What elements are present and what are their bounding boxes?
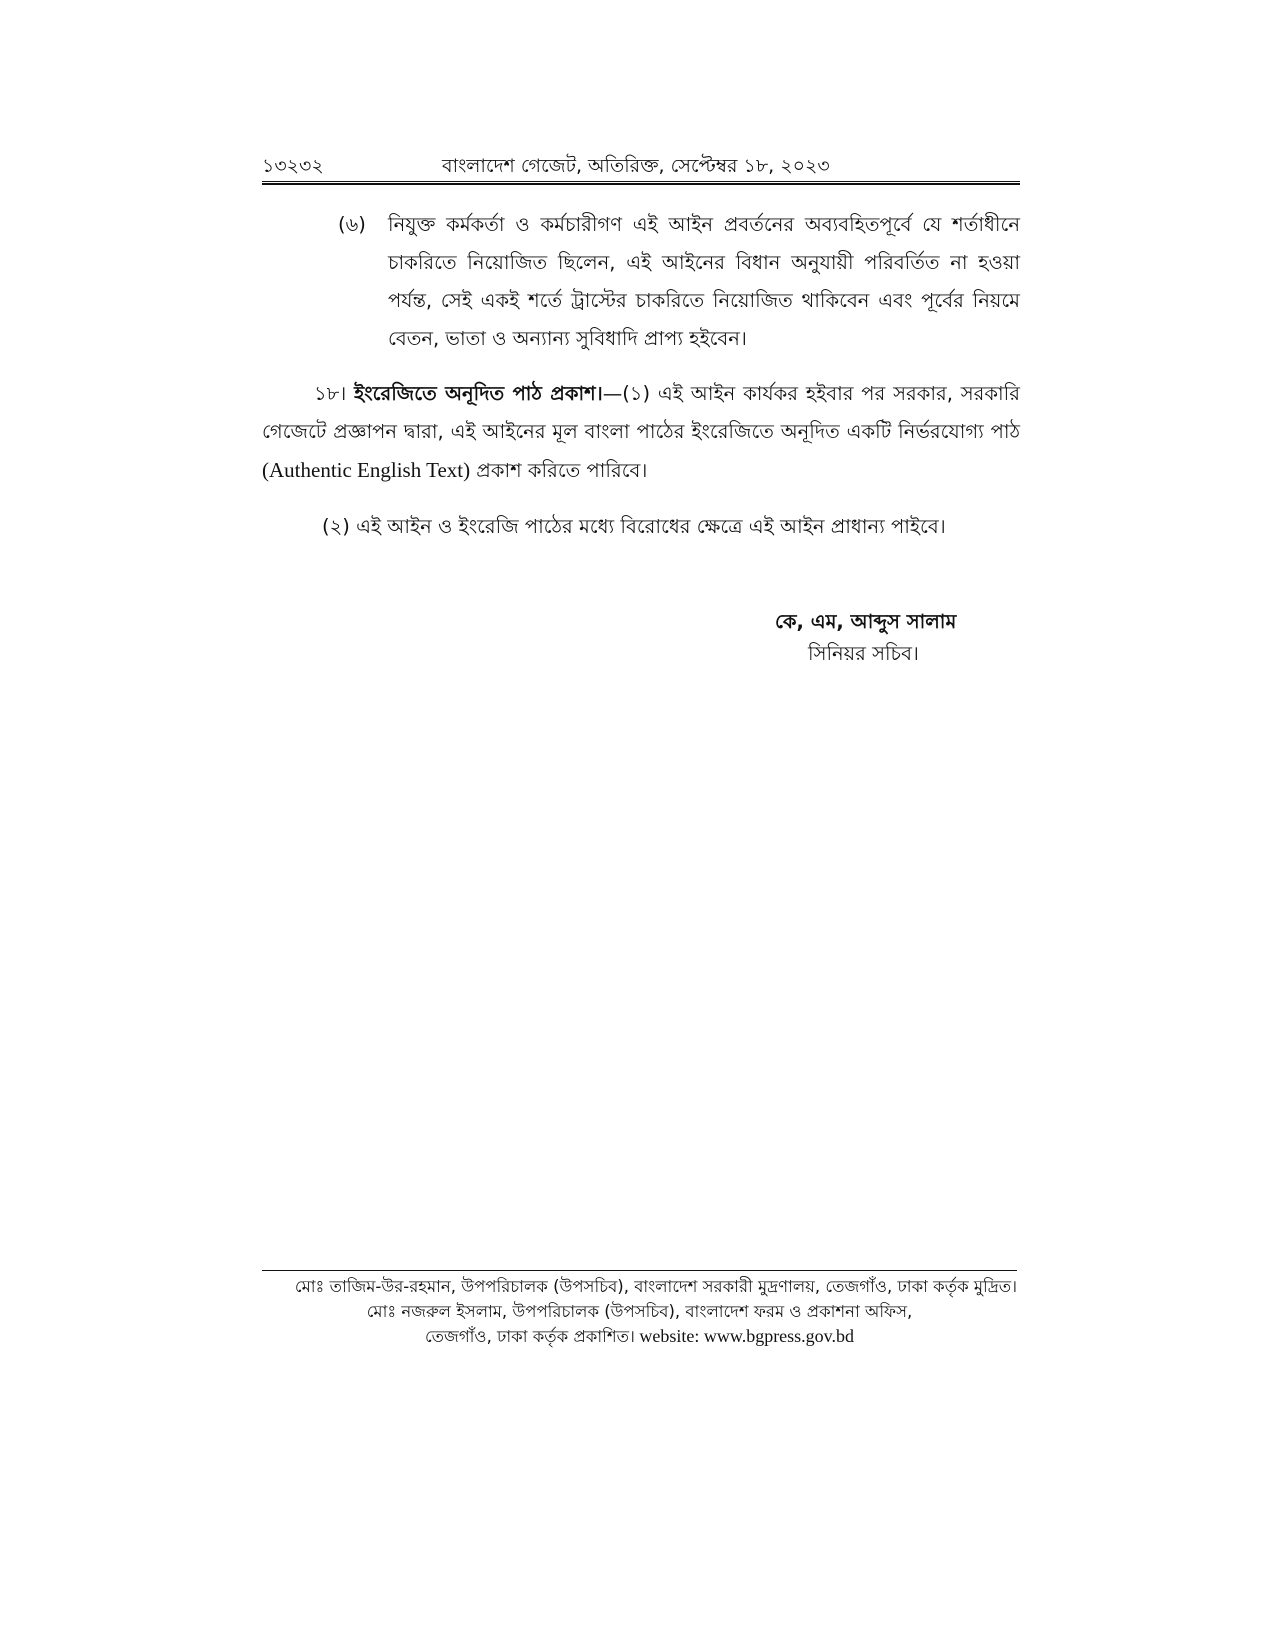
- imprint-line-3: [262, 1324, 1017, 1349]
- signatory-name: কে, এম, আব্দুস সালাম: [775, 610, 957, 633]
- page-header: [262, 150, 1020, 180]
- authentic-english-text: (Authentic English Text): [262, 458, 471, 482]
- page-number: ১৩২৩২: [262, 155, 324, 177]
- section-18-line-1-text: —(১) এই আইন কার্যকর হইবার পর সরকার, সরকারি: [602, 382, 1020, 405]
- clause-6-line-1: নিযুক্ত কর্মকর্তা ও কর্মচারীগণ এই আইন প্রবর্তনের অব্যবহিতপূর্বে যে শর্তাধীনে: [388, 213, 1020, 236]
- section-18-line-1: [262, 375, 1020, 413]
- section-18-subsection-2: [322, 508, 1022, 546]
- imprint-line-3-text: তেজগাঁও, ঢাকা কর্তৃক প্রকাশিত।: [424, 1327, 635, 1346]
- website-link[interactable]: website: www.bgpress.gov.bd: [634, 1326, 855, 1346]
- clause-6-label: (৬): [338, 213, 366, 236]
- section-18-line-3-text: প্রকাশ করিতে পারিবে।: [470, 459, 648, 482]
- signatory-title: সিনিয়র সচিব।: [808, 642, 919, 665]
- section-18-number: ১৮।: [314, 382, 347, 405]
- section-18-line-2: গেজেটে প্রজ্ঞাপন দ্বারা, এই আইনের মূল বাংলা পাঠের ইংরেজিতে অনূদিত একটি নির্ভরযোগ্য পাঠ: [262, 420, 1020, 443]
- section-18-subsection-2-text: (২) এই আইন ও ইংরেজি পাঠের মধ্যে বিরোধের ক্ষেত্রে এই আইন প্রাধান্য পাইবে।: [322, 515, 946, 538]
- clause-6-line-3: পর্যন্ত, সেই একই শর্তে ট্রাস্টের চাকরিতে নিয়োজিত থাকিবেন এবং পূর্বের নিয়মে: [388, 289, 1020, 312]
- clause-6-text: [388, 206, 1020, 358]
- clause-6-line-4: বেতন, ভাতা ও অন্যান্য সুবিধাদি প্রাপ্য হইবেন।: [388, 327, 747, 350]
- section-18-heading: ইংরেজিতে অনূদিত পাঠ প্রকাশ।: [354, 382, 603, 405]
- running-title: বাংলাদেশ গেজেট, অতিরিক্ত, সেপ্টেম্বর ১৮, ২০২৩: [442, 155, 830, 177]
- section-18-line-3: [262, 451, 1020, 490]
- section-18: [262, 375, 1020, 490]
- imprint-line-2: মোঃ নজরুল ইসলাম, উপপরিচালক (উপসচিব), বাংলাদেশ ফরম ও প্রকাশনা অফিস,: [366, 1302, 913, 1321]
- header-rule: [262, 181, 1020, 185]
- imprint-line-1: মোঃ তাজিম-উর-রহমান, উপপরিচালক (উপসচিব), বাংলাদেশ সরকারী মুদ্রণালয়, তেজগাঁও, ঢাকা কর্তৃক মুদ্রিত।: [294, 1277, 1017, 1296]
- printer-imprint: [262, 1274, 1017, 1349]
- clause-6-line-2: চাকরিতে নিয়োজিত ছিলেন, এই আইনের বিধান অনুযায়ী পরিবর্তিত না হওয়া: [388, 251, 1020, 274]
- footer-rule: [262, 1270, 1017, 1271]
